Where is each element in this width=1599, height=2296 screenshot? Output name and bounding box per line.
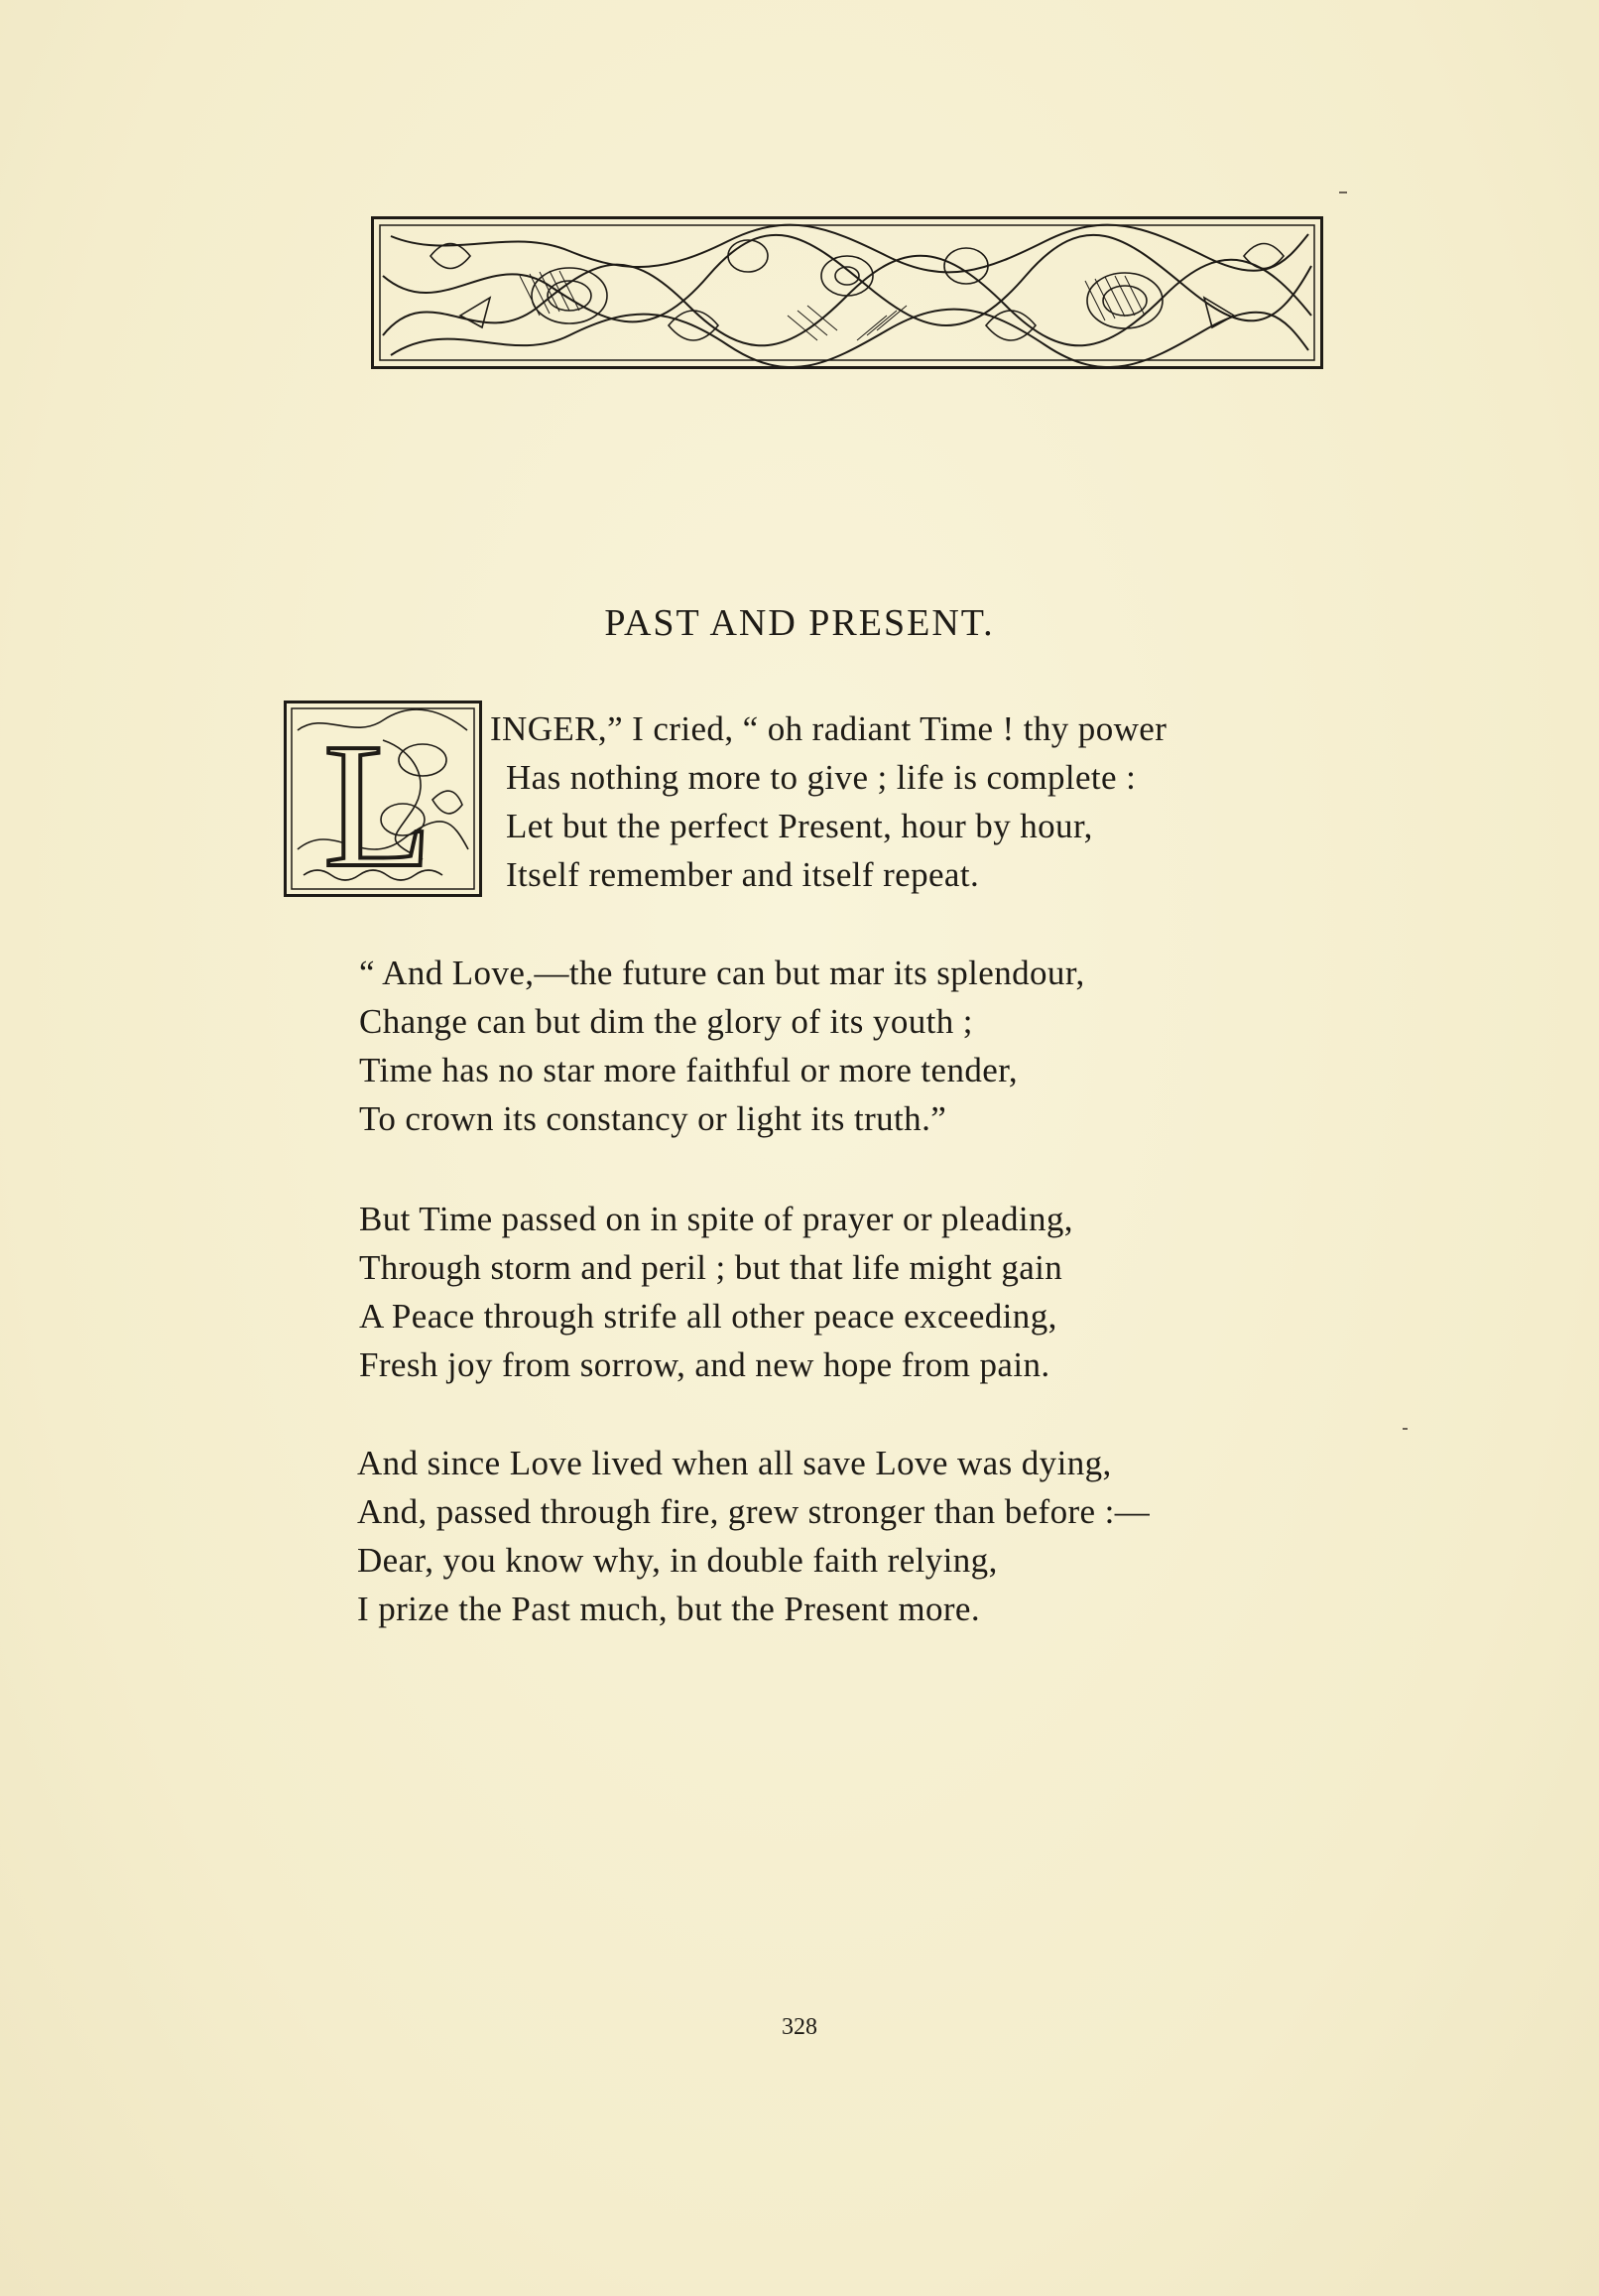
poem-line: Change can but dim the glory of its youth ; [359, 1002, 973, 1041]
page-number: 328 [782, 2014, 817, 2040]
paper-speck [1403, 1428, 1408, 1430]
poem-line: Itself remember and itself repeat. [506, 855, 980, 894]
poem-line: And since Love lived when all save Love was dying, [357, 1444, 1112, 1482]
poem-line: Time has no star more faithful or more tender, [359, 1051, 1019, 1089]
drop-cap-letter: L [323, 706, 432, 897]
paper-speck [1339, 191, 1347, 193]
poem-line: But Time passed on in spite of prayer or pleading, [359, 1200, 1073, 1238]
poem-line: Through storm and peril ; but that life might gain [359, 1248, 1063, 1287]
poem-line: I prize the Past much, but the Present more. [357, 1590, 980, 1628]
poem-line: INGER,” I cried, “ oh radiant Time ! thy power [490, 709, 1168, 748]
floral-headpiece-ornament [371, 216, 1323, 369]
poem-line: Fresh joy from sorrow, and new hope from pain. [359, 1345, 1050, 1384]
poem-line: Let but the perfect Present, hour by hour, [506, 807, 1093, 845]
poem-line: A Peace through strife all other peace exceeding, [359, 1297, 1057, 1336]
poem-line: And, passed through fire, grew stronger than before :— [357, 1492, 1151, 1531]
poem-line: Dear, you know why, in double faith relying, [357, 1541, 998, 1580]
poem-line: Has nothing more to give ; life is complete : [506, 758, 1137, 797]
poem-title: PAST AND PRESENT. [604, 602, 995, 644]
poem-line: “ And Love,—the future can but mar its splendour, [359, 954, 1085, 992]
decorated-initial-ornament [284, 701, 482, 897]
poem-line: To crown its constancy or light its truth.” [359, 1099, 947, 1138]
